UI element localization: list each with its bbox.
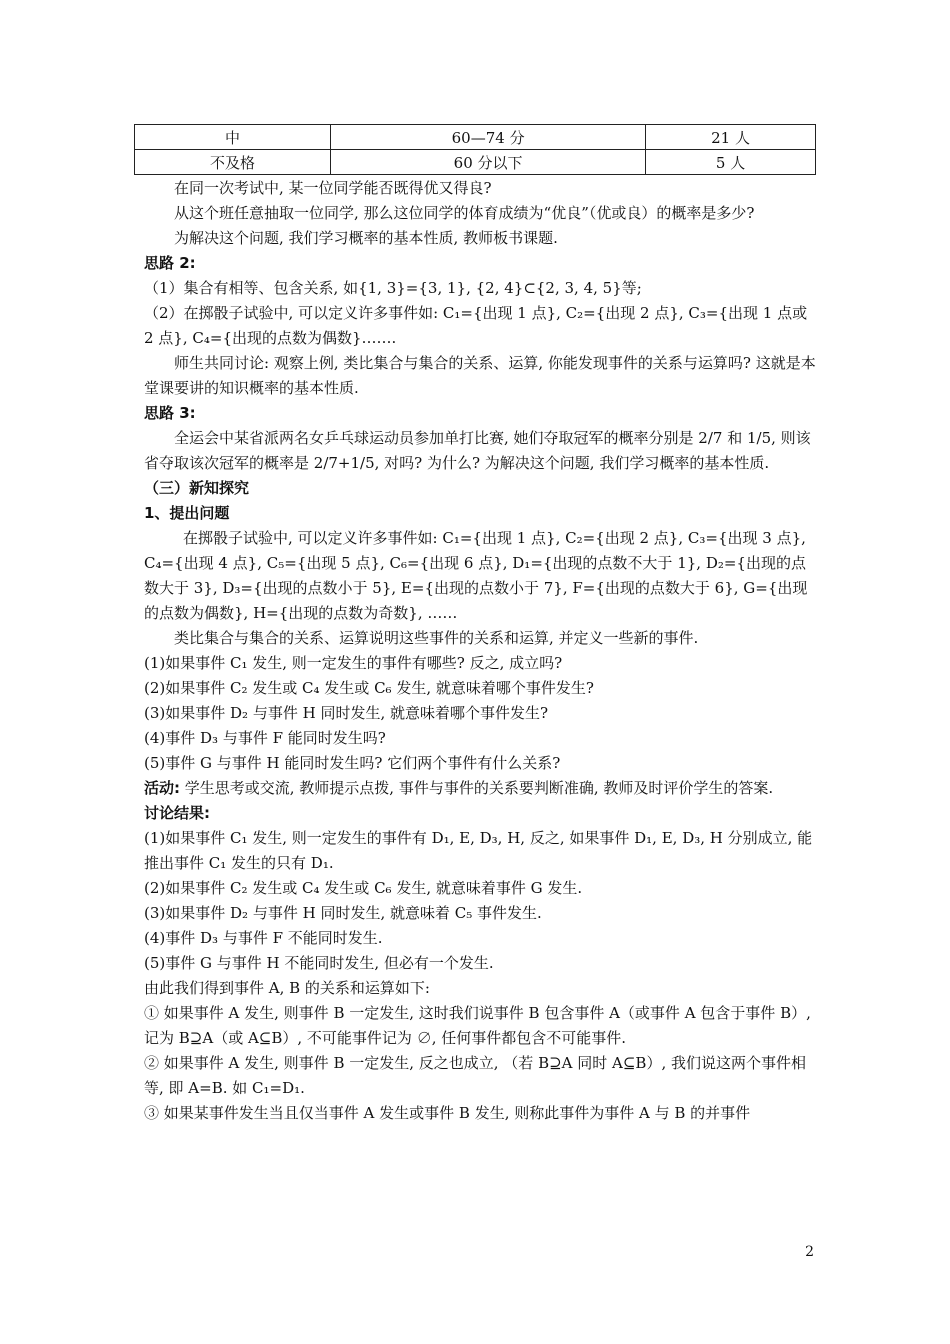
line-text: ② 如果事件 A 发生, 则事件 B 一定发生, 反之也成立, （若 B⊇A 同时 A⊆B）, 我们说这两个事件相等, 即 A=B. 如 C₁=D₁.: [144, 1054, 806, 1097]
text-line: [144, 626, 816, 651]
line-text: （1）集合有相等、包含关系, 如{1, 3}={3, 1}, {2, 4}⊂{2, 3, 4, 5}等;: [144, 279, 642, 297]
text-line: [144, 526, 816, 626]
line-text: 全运会中某省派两名女乒乓球运动员参加单打比赛, 她们夺取冠军的概率分别是 2/7 和 1/5, 则该省夺取该次冠军的概率是 2/7+1/5, 对吗? 为什么? 为解决这个问题, 我们学习概率的基本性质.: [144, 429, 811, 472]
text-line: [144, 726, 816, 751]
text-line: [144, 826, 816, 876]
line-text: (3)如果事件 D₂ 与事件 H 同时发生, 就意味着哪个事件发生?: [144, 704, 549, 722]
text-line: [144, 676, 816, 701]
line-text: 1、提出问题: [144, 504, 230, 522]
line-text: 类比集合与集合的关系、运算说明这些事件的关系和运算, 并定义一些新的事件.: [174, 629, 699, 647]
text-line: [144, 351, 816, 401]
line-text: 在同一次考试中, 某一位同学能否既得优又得良?: [174, 179, 492, 197]
text-line: [144, 876, 816, 901]
text-line: [144, 251, 816, 276]
text-line: [144, 301, 816, 351]
table-cell: 5 人: [646, 150, 816, 175]
line-text: 师生共同讨论: 观察上例, 类比集合与集合的关系、运算, 你能发现事件的关系与运算吗? 这就是本堂课要讲的知识概率的基本性质.: [144, 354, 816, 397]
line-text: (3)如果事件 D₂ 与事件 H 同时发生, 就意味着 C₅ 事件发生.: [144, 904, 542, 922]
text-line: [144, 501, 816, 526]
text-line: [144, 701, 816, 726]
text-line: [144, 976, 816, 1001]
line-text: (2)如果事件 C₂ 发生或 C₄ 发生或 C₆ 发生, 就意味着事件 G 发生.: [144, 879, 583, 897]
line-text: (5)事件 G 与事件 H 不能同时发生, 但必有一个发生.: [144, 954, 494, 972]
line-text: （三）新知探究: [144, 479, 250, 497]
table-cell: 中: [135, 125, 331, 150]
grade-table: [134, 124, 816, 175]
line-text: (4)事件 D₃ 与事件 F 不能同时发生.: [144, 929, 383, 947]
text-line: [144, 226, 816, 251]
text-line: [144, 801, 816, 826]
text-line: [144, 201, 816, 226]
line-text: 从这个班任意抽取一位同学, 那么这位同学的体育成绩为“优良”（优或良）的概率是多少?: [174, 204, 755, 222]
line-text: (2)如果事件 C₂ 发生或 C₄ 发生或 C₆ 发生, 就意味着哪个事件发生?: [144, 679, 594, 697]
text-line: [144, 176, 816, 201]
text-line: [144, 776, 816, 801]
text-line: [144, 1051, 816, 1101]
text-line: [144, 751, 816, 776]
text-line: [144, 926, 816, 951]
table-row: [135, 125, 816, 150]
text-line: [144, 276, 816, 301]
text-line: [144, 401, 816, 426]
text-line: [144, 901, 816, 926]
line-text: （2）在掷骰子试验中, 可以定义许多事件如: C₁={出现 1 点}, C₂={出现 2 点}, C₃={出现 1 点或 2 点}, C₄={出现的点数为偶数}…….: [144, 304, 808, 347]
line-text: (1)如果事件 C₁ 发生, 则一定发生的事件有 D₁, E, D₃, H, 反之, 如果事件 D₁, E, D₃, H 分别成立, 能推出事件 C₁ 发生的只有 D₁.: [144, 829, 813, 872]
text-line: [144, 651, 816, 676]
page-number: 2: [805, 1244, 814, 1260]
table-row: [135, 150, 816, 175]
table-cell: 60—74 分: [331, 125, 646, 150]
line-text: (1)如果事件 C₁ 发生, 则一定发生的事件有哪些? 反之, 成立吗?: [144, 654, 563, 672]
line-text: 思路 2:: [144, 254, 196, 272]
line-text: 学生思考或交流, 教师提示点拨, 事件与事件的关系要判断准确, 教师及时评价学生的答案.: [180, 779, 774, 797]
text-line: [144, 426, 816, 476]
line-text: 讨论结果:: [144, 804, 210, 822]
table-cell: 60 分以下: [331, 150, 646, 175]
line-text: ① 如果事件 A 发生, 则事件 B 一定发生, 这时我们说事件 B 包含事件 A（或事件 A 包含于事件 B）, 记为 B⊇A（或 A⊆B）, 不可能事件记为 ∅, 任何事件都包含不可能事件.: [144, 1004, 811, 1047]
text-line: [144, 951, 816, 976]
line-text: 在掷骰子试验中, 可以定义许多事件如: C₁={出现 1 点}, C₂={出现 2 点}, C₃={出现 3 点}, C₄={出现 4 点}, C₅={出现 5 点}, C₆={出现 6 点}, D₁={出现的点数不大于 1}, D₂={出现的点数大于 3}, D₃={出现的点数小于 5}, E={出现的点数小于 7}, F={出现的点数大于 6}, G={出现的点数为偶数}, H={出现的点数为奇数}, ……: [144, 529, 808, 622]
table-cell: 21 人: [646, 125, 816, 150]
line-text: (4)事件 D₃ 与事件 F 能同时发生吗?: [144, 729, 386, 747]
body-text: [144, 176, 816, 1126]
line-text: 为解决这个问题, 我们学习概率的基本性质, 教师板书课题.: [174, 229, 558, 247]
text-line: [144, 1001, 816, 1051]
line-text: ③ 如果某事件发生当且仅当事件 A 发生或事件 B 发生, 则称此事件为事件 A 与 B 的并事件: [144, 1104, 751, 1122]
text-line: [144, 476, 816, 501]
activity-label: 活动:: [144, 779, 180, 797]
table-cell: 不及格: [135, 150, 331, 175]
line-text: 思路 3:: [144, 404, 196, 422]
text-line: [144, 1101, 816, 1126]
line-text: 由此我们得到事件 A, B 的关系和运算如下:: [144, 979, 430, 997]
line-text: (5)事件 G 与事件 H 能同时发生吗? 它们两个事件有什么关系?: [144, 754, 561, 772]
